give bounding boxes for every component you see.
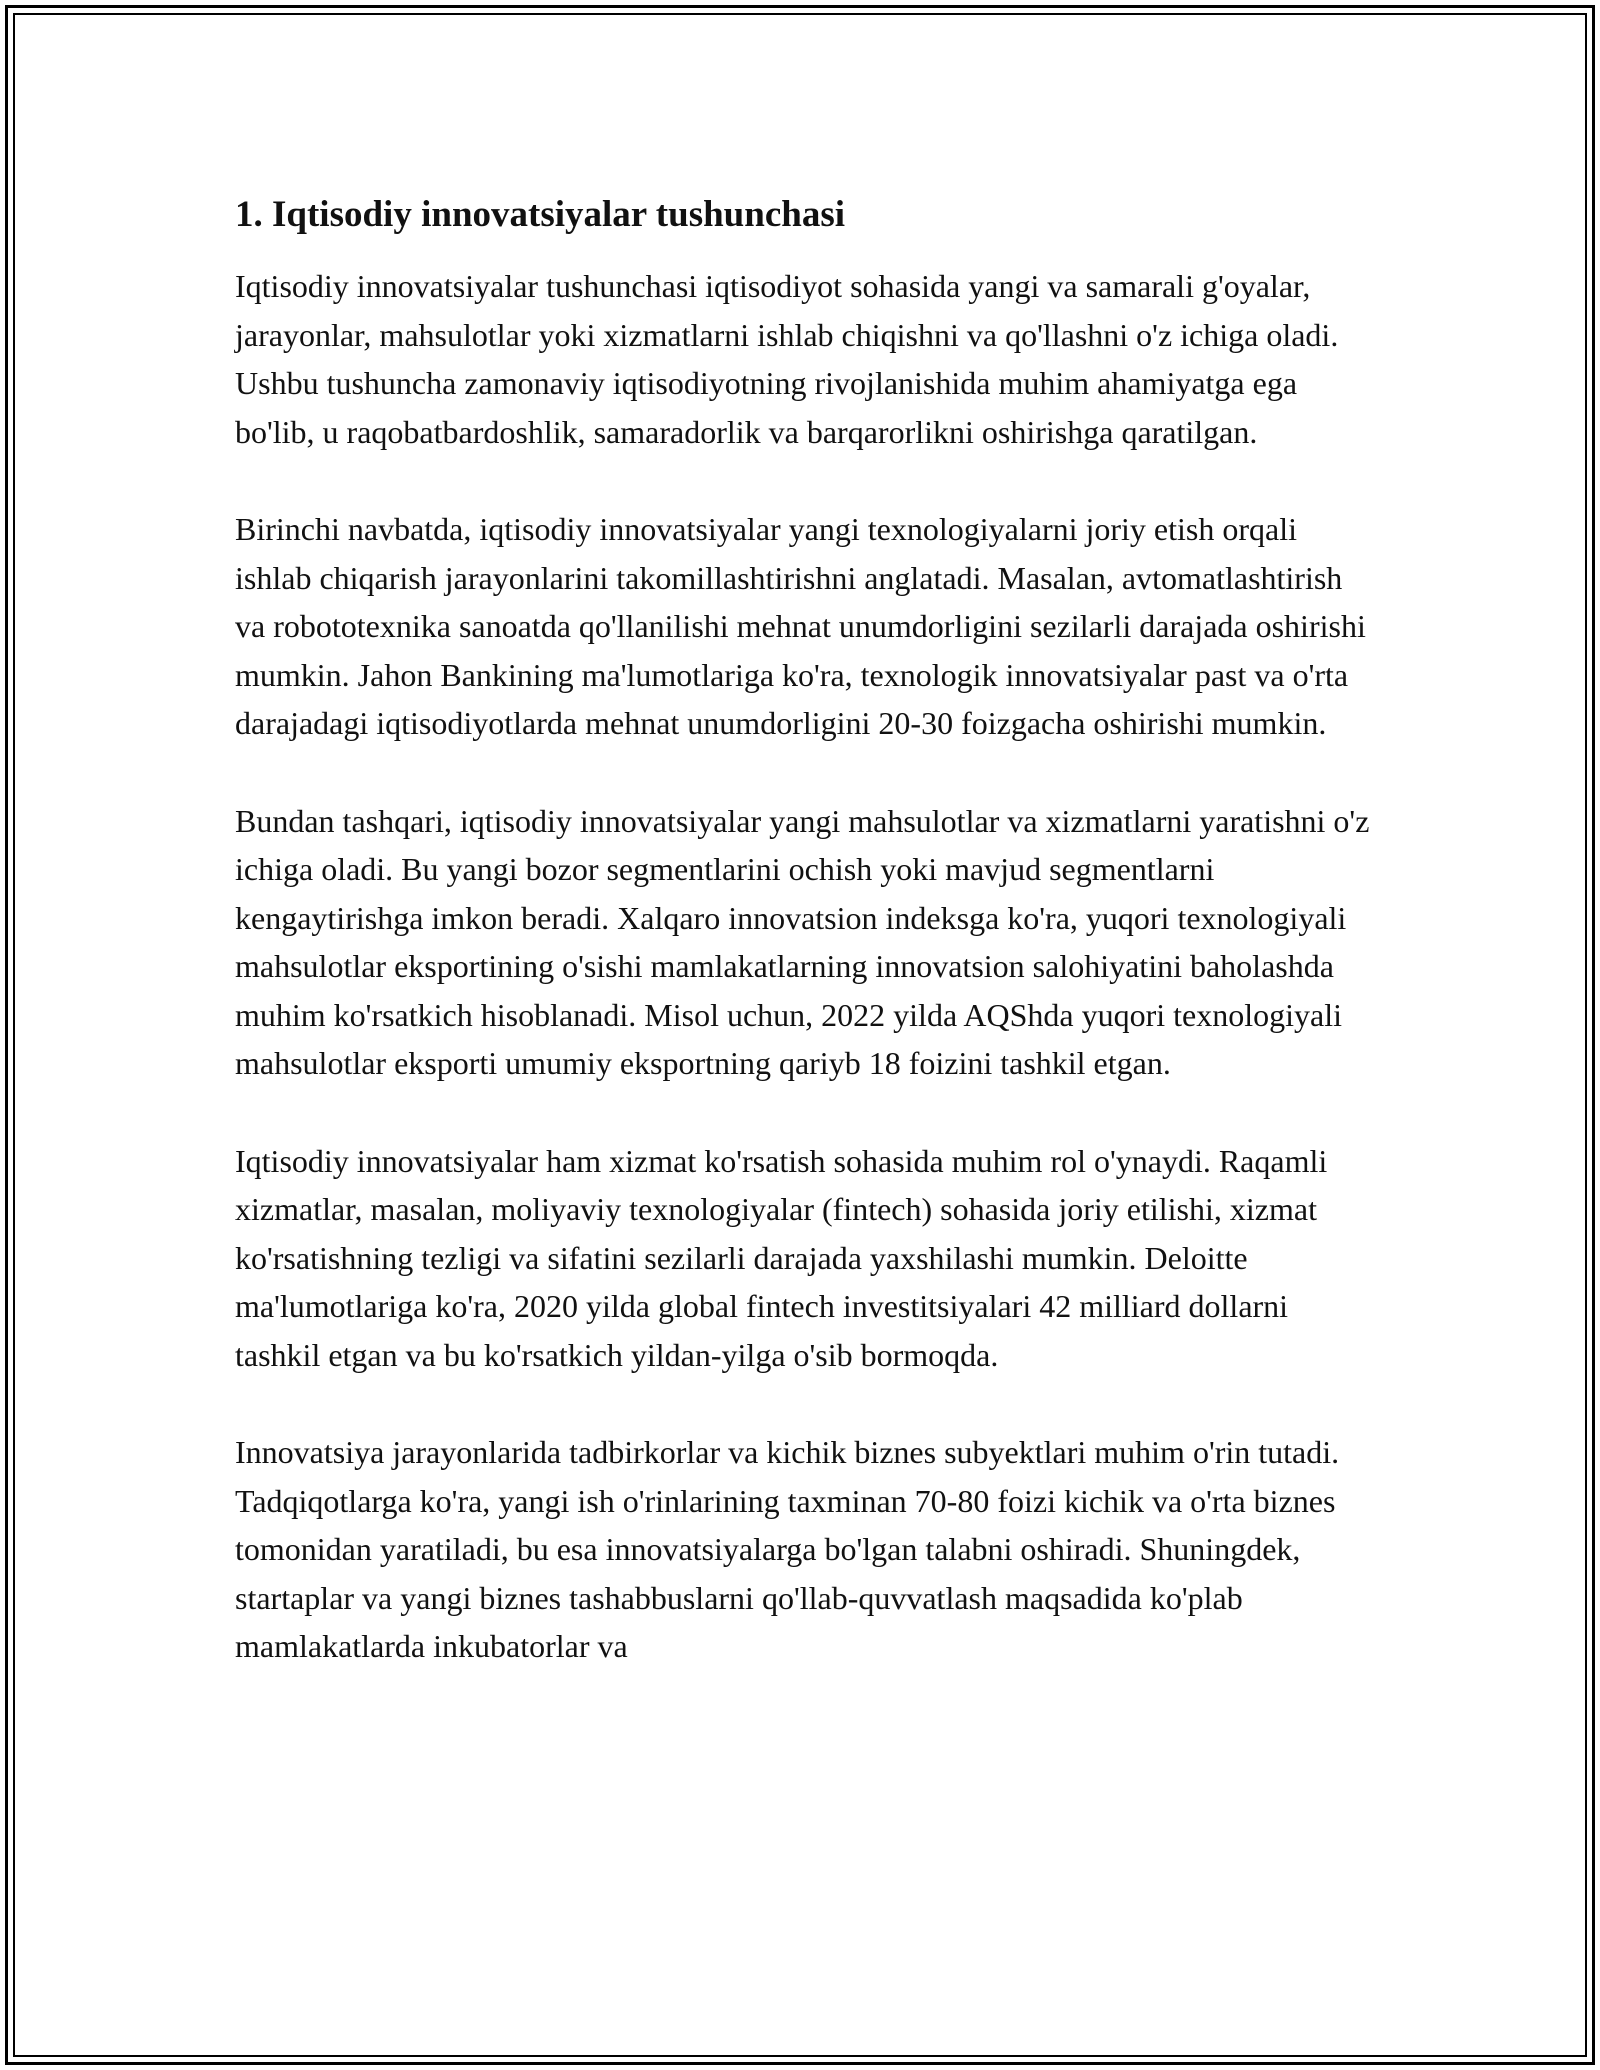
paragraph-1: Iqtisodiy innovatsiyalar tushunchasi iqtisodiyot sohasida yangi va samarali g'oyalar, jarayonlar, mahsulotlar yoki xizmatlarni ishlab chiqishni va qo'llashni o'z ichiga oladi. Ushbu tushuncha zamonaviy iqtisodiyotning rivojlanishida muhim ahamiyatga ega bo'lib, u raqobatbardoshlik, samaradorlik va barqarorlikni oshirishga qaratilgan. [235,268,1339,450]
section-heading: 1. Iqtisodiy innovatsiyalar tushunchasi [235,194,846,235]
paragraph-2: Birinchi navbatda, iqtisodiy innovatsiyalar yangi texnologiyalarni joriy etish orqali ishlab chiqarish jarayonlarini takomillashtirishni anglatadi. Masalan, avtomatlashtirish va robototexnika sanoatda qo'llanilishi mehnat unumdorligini sezilarli darajada oshirishi mumkin. Jahon Bankining ma'lumotlariga ko'ra, texnologik innovatsiyalar past va o'rta darajadagi iqtisodiyotlarda mehnat unumdorligini 20-30 foizgacha oshirishi mumkin. [235,511,1366,741]
paragraph-4: Iqtisodiy innovatsiyalar ham xizmat ko'rsatish sohasida muhim rol o'ynaydi. Raqamli xizmatlar, masalan, moliyaviy texnologiyalar (fintech) sohasida joriy etilishi, xizmat ko'rsatishning tezligi va sifatini sezilarli darajada yaxshilashi mumkin. Deloitte ma'lumotlariga ko'ra, 2020 yilda global fintech investitsiyalari 42 milliard dollarni tashkil etgan va bu ko'rsatkich yildan-yilga o'sib bormoqda. [235,1142,1328,1373]
paragraph-3: Bundan tashqari, iqtisodiy innovatsiyalar yangi mahsulotlar va xizmatlarni yaratishni o'z ichiga oladi. Bu yangi bozor segmentlarini ochish yoki mavjud segmentlarni kengaytirishga imkon beradi. Xalqaro innovatsion indeksga ko'ra, yuqori texnologiyali mahsulotlar eksportining o'sishi mamlakatlarning innovatsion salohiyatini baholashda muhim ko'rsatkich hisoblanadi. Misol uchun, 2022 yilda AQShda yuqori texnologiyali mahsulotlar eksporti umumiy eksportning qariyb 18 foizini tashkil etgan. [235,802,1370,1081]
paragraph-5: Innovatsiya jarayonlarida tadbirkorlar va kichik biznes subyektlari muhim o'rin tutadi. Tadqiqotlarga ko'ra, yangi ish o'rinlarining taxminan 70-80 foizi kichik va o'rta biznes tomonidan yaratiladi, bu esa innovatsiyalarga bo'lgan talabni oshiradi. Shuningdek, startaplar va yangi biznes tashabbuslarni qo'llab-quvvatlash maqsadida ko'plab mamlakatlarda inkubatorlar va [235,1434,1340,1664]
document-body [235,190,1370,1720]
